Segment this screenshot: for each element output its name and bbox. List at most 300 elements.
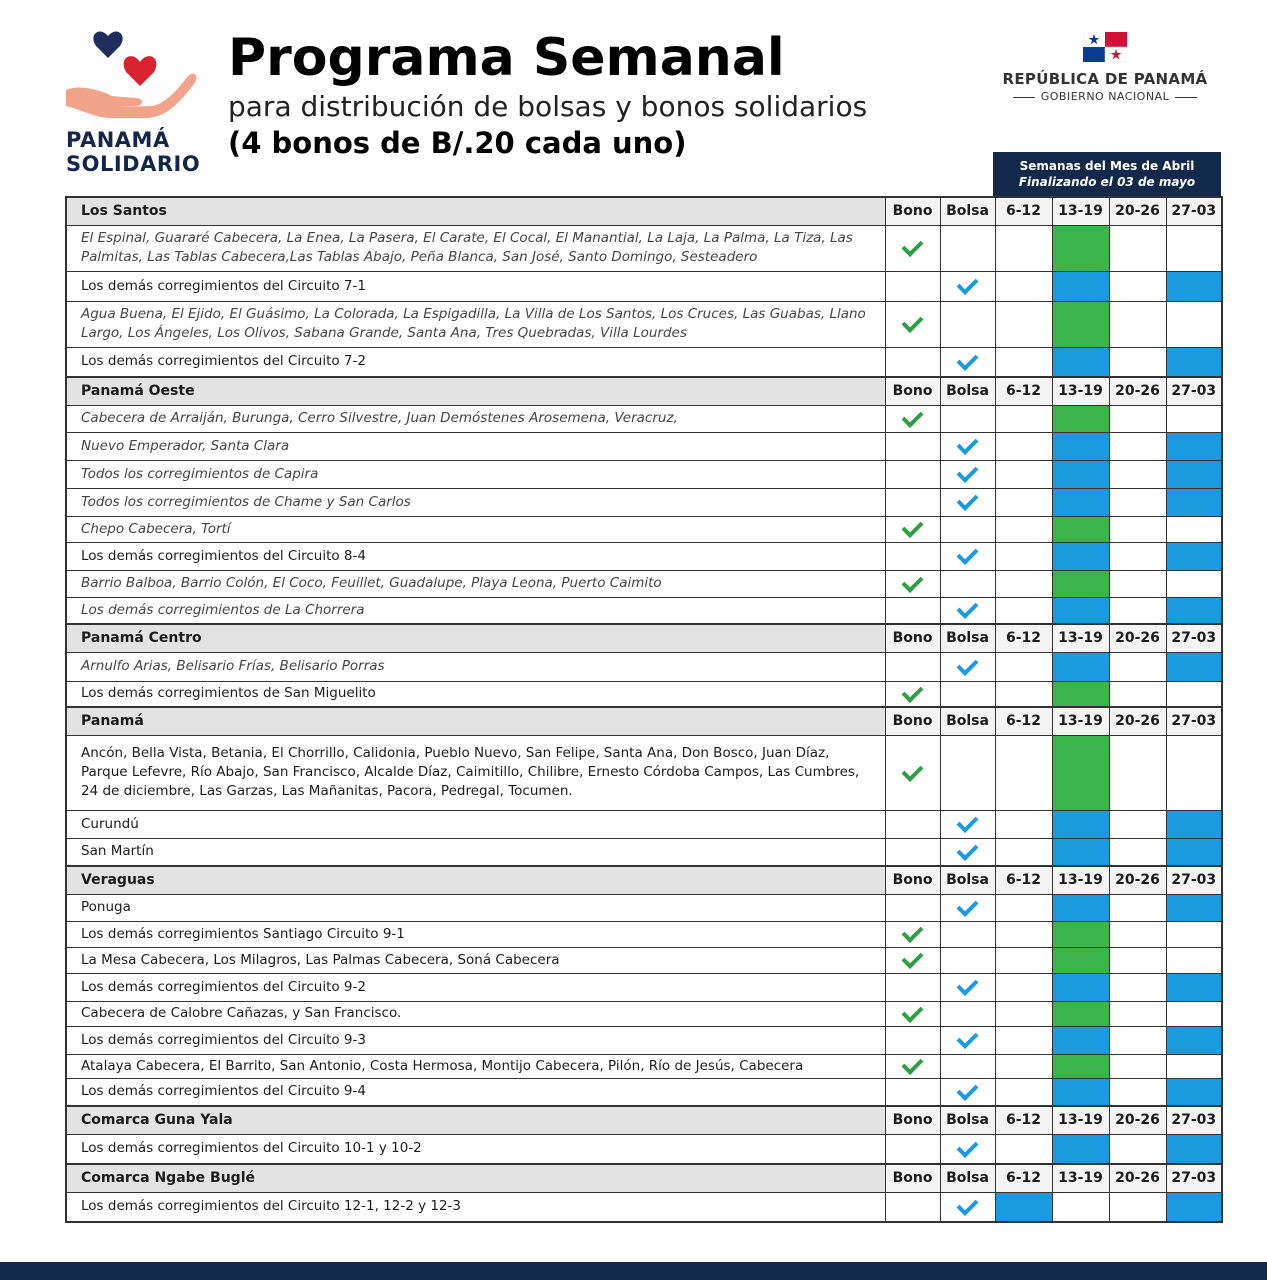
column-header: 13-19 xyxy=(1052,866,1109,894)
column-header: Bono xyxy=(885,624,940,652)
column-header: 27-03 xyxy=(1166,707,1222,735)
page-subtitle: para distribución de bolsas y bonos solidarios xyxy=(228,90,868,123)
week-cell xyxy=(995,838,1052,866)
week-cell xyxy=(995,570,1052,597)
bono-cell xyxy=(885,838,940,866)
region-name: Panamá xyxy=(66,707,885,735)
week-cell xyxy=(995,516,1052,542)
week-cell xyxy=(1109,432,1166,460)
region-header-row xyxy=(66,377,1222,405)
column-header: Bolsa xyxy=(940,1106,995,1134)
region-name: Panamá Oeste xyxy=(66,377,885,405)
schedule-row xyxy=(66,271,1222,301)
column-header: 20-26 xyxy=(1109,1106,1166,1134)
week-cell xyxy=(995,1026,1052,1054)
bolsa-cell xyxy=(940,1192,995,1222)
corregimientos-cell: Atalaya Cabecera, El Barrito, San Antonio, Costa Hermosa, Montijo Cabecera, Pilón, Río de Jesús, Cabecera xyxy=(66,1054,885,1078)
week-cell xyxy=(1166,1134,1222,1164)
column-header: Bolsa xyxy=(940,624,995,652)
blue-check-icon xyxy=(957,811,979,833)
bolsa-cell xyxy=(940,405,995,432)
week-cell xyxy=(995,597,1052,624)
week-cell xyxy=(1109,838,1166,866)
week-cell xyxy=(1052,894,1109,921)
column-header: 27-03 xyxy=(1166,197,1222,225)
schedule-row xyxy=(66,973,1222,1001)
schedule-row xyxy=(66,597,1222,624)
corregimientos-cell: Arnulfo Arias, Belisario Frías, Belisario Porras xyxy=(66,652,885,681)
footer-bar xyxy=(0,1262,1267,1280)
schedule-row xyxy=(66,225,1222,271)
bolsa-cell xyxy=(940,1001,995,1026)
schedule-row xyxy=(66,347,1222,377)
corregimientos-cell: Cabecera de Arraiján, Burunga, Cerro Silvestre, Juan Demóstenes Arosemena, Veracruz, xyxy=(66,405,885,432)
bono-cell xyxy=(885,1192,940,1222)
week-cell xyxy=(1109,1026,1166,1054)
column-header: 6-12 xyxy=(995,1164,1052,1192)
bolsa-cell xyxy=(940,570,995,597)
bono-cell xyxy=(885,681,940,707)
week-cell xyxy=(1166,570,1222,597)
corregimientos-cell: La Mesa Cabecera, Los Milagros, Las Palmas Cabecera, Soná Cabecera xyxy=(66,947,885,973)
bolsa-cell xyxy=(940,271,995,301)
bono-cell xyxy=(885,1026,940,1054)
week-cell xyxy=(1166,542,1222,570)
bolsa-cell xyxy=(940,1134,995,1164)
corregimientos-cell: Nuevo Emperador, Santa Clara xyxy=(66,432,885,460)
bolsa-cell xyxy=(940,681,995,707)
column-header: Bolsa xyxy=(940,1164,995,1192)
bolsa-cell xyxy=(940,1026,995,1054)
week-cell xyxy=(995,301,1052,347)
week-cell xyxy=(995,432,1052,460)
region-header-row xyxy=(66,866,1222,894)
corregimientos-cell: Los demás corregimientos del Circuito 12-1, 12-2 y 12-3 xyxy=(66,1192,885,1222)
blue-check-icon xyxy=(957,895,979,917)
week-cell xyxy=(1052,810,1109,838)
week-cell xyxy=(1052,735,1109,810)
bolsa-cell xyxy=(940,225,995,271)
green-check-icon xyxy=(902,571,924,593)
column-header: Bono xyxy=(885,707,940,735)
column-header: 27-03 xyxy=(1166,624,1222,652)
week-cell xyxy=(1166,271,1222,301)
bono-cell xyxy=(885,516,940,542)
blue-check-icon xyxy=(957,1079,979,1101)
bolsa-cell xyxy=(940,347,995,377)
bono-cell xyxy=(885,570,940,597)
week-cell xyxy=(1052,405,1109,432)
blue-check-icon xyxy=(957,654,979,676)
week-cell xyxy=(1052,516,1109,542)
bono-cell xyxy=(885,921,940,947)
week-cell xyxy=(995,1192,1052,1222)
column-header: 13-19 xyxy=(1052,707,1109,735)
bolsa-cell xyxy=(940,597,995,624)
week-cell xyxy=(1166,973,1222,1001)
green-check-icon xyxy=(902,406,924,428)
week-cell xyxy=(1109,921,1166,947)
region-header-row xyxy=(66,1164,1222,1192)
week-cell xyxy=(1109,542,1166,570)
week-cell xyxy=(1166,894,1222,921)
column-header: Bolsa xyxy=(940,866,995,894)
corregimientos-cell: Los demás corregimientos del Circuito 9-4 xyxy=(66,1078,885,1106)
bolsa-cell xyxy=(940,1054,995,1078)
bono-cell xyxy=(885,735,940,810)
bono-cell xyxy=(885,542,940,570)
green-check-icon xyxy=(902,311,924,333)
week-cell xyxy=(1166,1054,1222,1078)
page-subtitle-bonos: (4 bonos de B/.20 cada uno) xyxy=(228,126,687,160)
bolsa-cell xyxy=(940,542,995,570)
column-header: 13-19 xyxy=(1052,1164,1109,1192)
week-cell xyxy=(995,973,1052,1001)
week-cell xyxy=(995,1001,1052,1026)
corregimientos-cell: Los demás corregimientos del Circuito 7-1 xyxy=(66,271,885,301)
column-header: 6-12 xyxy=(995,707,1052,735)
week-cell xyxy=(1109,947,1166,973)
bono-cell xyxy=(885,652,940,681)
week-cell xyxy=(995,1134,1052,1164)
week-cell xyxy=(1166,488,1222,516)
bolsa-cell xyxy=(940,921,995,947)
government-country: REPÚBLICA DE PANAMÁ xyxy=(1002,70,1208,88)
corregimientos-cell: Los demás corregimientos de San Miguelito xyxy=(66,681,885,707)
green-check-icon xyxy=(902,921,924,943)
week-cell xyxy=(1109,1192,1166,1222)
week-cell xyxy=(1052,652,1109,681)
green-check-icon xyxy=(902,947,924,969)
schedule-row xyxy=(66,1001,1222,1026)
week-cell xyxy=(1166,347,1222,377)
week-cell xyxy=(1052,1078,1109,1106)
week-cell xyxy=(1052,347,1109,377)
column-header: Bono xyxy=(885,1106,940,1134)
bolsa-cell xyxy=(940,1078,995,1106)
panama-solidario-logo xyxy=(60,28,200,178)
logo-word-solidario: SOLIDARIO xyxy=(66,152,201,176)
region-header-row xyxy=(66,1106,1222,1134)
region-name: Comarca Ngabe Buglé xyxy=(66,1164,885,1192)
blue-check-icon xyxy=(957,974,979,996)
week-cell xyxy=(995,652,1052,681)
column-header: Bolsa xyxy=(940,707,995,735)
week-cell xyxy=(1109,301,1166,347)
schedule-row xyxy=(66,405,1222,432)
week-cell xyxy=(995,735,1052,810)
week-cell xyxy=(1052,432,1109,460)
bono-cell xyxy=(885,973,940,1001)
schedule-row xyxy=(66,542,1222,570)
blue-check-icon xyxy=(957,1027,979,1049)
panama-flag-icon xyxy=(1083,32,1127,62)
week-cell xyxy=(1166,921,1222,947)
government-logo xyxy=(995,32,1215,103)
column-header: 13-19 xyxy=(1052,1106,1109,1134)
schedule-row xyxy=(66,1134,1222,1164)
week-cell xyxy=(995,681,1052,707)
region-header-row xyxy=(66,197,1222,225)
green-check-icon xyxy=(902,1001,924,1023)
corregimientos-cell: Los demás corregimientos del Circuito 8-4 xyxy=(66,542,885,570)
week-cell xyxy=(1109,271,1166,301)
schedule-row xyxy=(66,432,1222,460)
schedule-table xyxy=(65,196,1223,1223)
week-cell xyxy=(1166,1192,1222,1222)
week-cell xyxy=(995,347,1052,377)
column-header: 6-12 xyxy=(995,1106,1052,1134)
bolsa-cell xyxy=(940,947,995,973)
green-check-icon xyxy=(902,516,924,538)
bono-cell xyxy=(885,405,940,432)
column-header: Bolsa xyxy=(940,197,995,225)
week-cell xyxy=(995,1078,1052,1106)
bono-cell xyxy=(885,1001,940,1026)
column-header: Bolsa xyxy=(940,377,995,405)
week-cell xyxy=(1166,810,1222,838)
region-header-row xyxy=(66,707,1222,735)
week-cell xyxy=(1052,1054,1109,1078)
week-cell xyxy=(995,460,1052,488)
corregimientos-cell: Agua Buena, El Ejido, El Guásimo, La Colorada, La Espigadilla, La Villa de Los Santos, Los Cruces, Las Guabas, Llano Largo, Los Ángeles, Los Olivos, Sabana Grande, Santa Ana, Tres Quebradas, Villa Lourdes xyxy=(66,301,885,347)
week-cell xyxy=(1166,516,1222,542)
week-cell xyxy=(995,947,1052,973)
week-cell xyxy=(1052,460,1109,488)
week-cell xyxy=(1166,681,1222,707)
week-cell xyxy=(1052,225,1109,271)
corregimientos-cell: Todos los corregimientos de Chame y San Carlos xyxy=(66,488,885,516)
schedule-row xyxy=(66,1054,1222,1078)
green-check-icon xyxy=(902,235,924,257)
schedule-row xyxy=(66,735,1222,810)
week-cell xyxy=(1109,347,1166,377)
bono-cell xyxy=(885,347,940,377)
week-cell xyxy=(1166,1026,1222,1054)
logo-word-panama: PANAMÁ xyxy=(66,128,170,152)
green-check-icon xyxy=(902,1053,924,1075)
government-subtitle: GOBIERNO NACIONAL xyxy=(995,90,1215,103)
column-header: 20-26 xyxy=(1109,624,1166,652)
week-cell xyxy=(1109,405,1166,432)
corregimientos-cell: Ancón, Bella Vista, Betania, El Chorrillo, Calidonia, Pueblo Nuevo, San Felipe, Santa Ana, Don Bosco, Juan Díaz, Parque Lefevre, Río Abajo, San Francisco, Alcalde Díaz, Caimitillo, Chilibre, Ernesto Córdoba Campos, Las Cumbres, 24 de diciembre, Las Garzas, Las Mañanitas, Pacora, Pedregal, Tocumen. xyxy=(66,735,885,810)
week-cell xyxy=(1052,681,1109,707)
blue-check-icon xyxy=(957,1136,979,1158)
week-cell xyxy=(1109,516,1166,542)
weeks-banner-subtitle: Finalizando el 03 de mayo xyxy=(1018,175,1196,189)
bolsa-cell xyxy=(940,432,995,460)
schedule-row xyxy=(66,652,1222,681)
corregimientos-cell: Ponuga xyxy=(66,894,885,921)
week-cell xyxy=(1109,1054,1166,1078)
corregimientos-cell: Curundú xyxy=(66,810,885,838)
corregimientos-cell: Los demás corregimientos Santiago Circuito 9-1 xyxy=(66,921,885,947)
schedule-row xyxy=(66,810,1222,838)
corregimientos-cell: Los demás corregimientos de La Chorrera xyxy=(66,597,885,624)
region-name: Comarca Guna Yala xyxy=(66,1106,885,1134)
schedule-row xyxy=(66,838,1222,866)
column-header: 27-03 xyxy=(1166,866,1222,894)
corregimientos-cell: Los demás corregimientos del Circuito 9-2 xyxy=(66,973,885,1001)
week-cell xyxy=(1166,597,1222,624)
column-header: Bono xyxy=(885,377,940,405)
corregimientos-cell: El Espinal, Guararé Cabecera, La Enea, La Pasera, El Carate, El Cocal, El Manantial, La Laja, La Palma, La Tiza, Las Palmitas, Las Tablas Cabecera,Las Tablas Abajo, Peña Blanca, San José, Santo Domingo, Sesteadero xyxy=(66,225,885,271)
bono-cell xyxy=(885,460,940,488)
blue-check-icon xyxy=(957,433,979,455)
schedule-row xyxy=(66,460,1222,488)
schedule-row xyxy=(66,1078,1222,1106)
week-cell xyxy=(1052,1001,1109,1026)
blue-check-icon xyxy=(957,597,979,619)
week-cell xyxy=(1052,921,1109,947)
column-header: 27-03 xyxy=(1166,1164,1222,1192)
blue-check-icon xyxy=(957,839,979,861)
week-cell xyxy=(1166,838,1222,866)
schedule-row xyxy=(66,1026,1222,1054)
column-header: Bono xyxy=(885,197,940,225)
week-cell xyxy=(1109,973,1166,1001)
region-name: Los Santos xyxy=(66,197,885,225)
region-header-row xyxy=(66,624,1222,652)
week-cell xyxy=(1109,570,1166,597)
week-cell xyxy=(1109,1134,1166,1164)
week-cell xyxy=(995,271,1052,301)
week-cell xyxy=(995,488,1052,516)
schedule-row xyxy=(66,488,1222,516)
blue-check-icon xyxy=(957,543,979,565)
week-cell xyxy=(1052,301,1109,347)
week-cell xyxy=(1109,1078,1166,1106)
week-cell xyxy=(1109,488,1166,516)
week-cell xyxy=(1166,735,1222,810)
week-cell xyxy=(1166,1078,1222,1106)
blue-check-icon xyxy=(957,273,979,295)
schedule-row xyxy=(66,921,1222,947)
bolsa-cell xyxy=(940,973,995,1001)
week-cell xyxy=(1166,1001,1222,1026)
blue-check-icon xyxy=(957,489,979,511)
corregimientos-cell: Los demás corregimientos del Circuito 9-3 xyxy=(66,1026,885,1054)
column-header: 6-12 xyxy=(995,624,1052,652)
week-cell xyxy=(1052,838,1109,866)
column-header: 13-19 xyxy=(1052,624,1109,652)
bono-cell xyxy=(885,947,940,973)
schedule-row xyxy=(66,681,1222,707)
week-cell xyxy=(995,810,1052,838)
blue-check-icon xyxy=(957,349,979,371)
week-cell xyxy=(1166,225,1222,271)
week-cell xyxy=(1109,460,1166,488)
week-cell xyxy=(1166,947,1222,973)
week-cell xyxy=(1052,542,1109,570)
bono-cell xyxy=(885,1134,940,1164)
column-header: 6-12 xyxy=(995,377,1052,405)
week-cell xyxy=(1109,894,1166,921)
corregimientos-cell: Todos los corregimientos de Capira xyxy=(66,460,885,488)
bono-cell xyxy=(885,271,940,301)
week-cell xyxy=(1052,570,1109,597)
week-cell xyxy=(1052,973,1109,1001)
schedule-row xyxy=(66,570,1222,597)
week-cell xyxy=(1109,652,1166,681)
bono-cell xyxy=(885,1078,940,1106)
week-cell xyxy=(995,921,1052,947)
green-check-icon xyxy=(902,760,924,782)
column-header: 27-03 xyxy=(1166,1106,1222,1134)
corregimientos-cell: Chepo Cabecera, Tortí xyxy=(66,516,885,542)
week-cell xyxy=(995,1054,1052,1078)
week-cell xyxy=(995,405,1052,432)
week-cell xyxy=(1052,1026,1109,1054)
column-header: 27-03 xyxy=(1166,377,1222,405)
week-cell xyxy=(1052,1134,1109,1164)
week-cell xyxy=(1052,1192,1109,1222)
corregimientos-cell: Los demás corregimientos del Circuito 10-1 y 10-2 xyxy=(66,1134,885,1164)
region-name: Panamá Centro xyxy=(66,624,885,652)
column-header: 20-26 xyxy=(1109,1164,1166,1192)
week-cell xyxy=(1052,947,1109,973)
corregimientos-cell: Cabecera de Calobre Cañazas, y San Francisco. xyxy=(66,1001,885,1026)
week-cell xyxy=(1109,810,1166,838)
page-title: Programa Semanal xyxy=(228,28,785,88)
bono-cell xyxy=(885,225,940,271)
week-cell xyxy=(1166,652,1222,681)
bolsa-cell xyxy=(940,894,995,921)
schedule-row xyxy=(66,301,1222,347)
bolsa-cell xyxy=(940,652,995,681)
region-name: Veraguas xyxy=(66,866,885,894)
week-cell xyxy=(1109,1001,1166,1026)
schedule-row xyxy=(66,947,1222,973)
column-header: 20-26 xyxy=(1109,197,1166,225)
bono-cell xyxy=(885,810,940,838)
column-header: 20-26 xyxy=(1109,707,1166,735)
blue-check-icon xyxy=(957,461,979,483)
bono-cell xyxy=(885,597,940,624)
weeks-banner xyxy=(993,152,1221,196)
week-cell xyxy=(1166,405,1222,432)
bono-cell xyxy=(885,432,940,460)
schedule-row xyxy=(66,1192,1222,1222)
column-header: 20-26 xyxy=(1109,377,1166,405)
bolsa-cell xyxy=(940,810,995,838)
column-header: 6-12 xyxy=(995,197,1052,225)
bono-cell xyxy=(885,1054,940,1078)
week-cell xyxy=(995,542,1052,570)
column-header: 13-19 xyxy=(1052,197,1109,225)
bono-cell xyxy=(885,488,940,516)
week-cell xyxy=(1109,681,1166,707)
week-cell xyxy=(1166,460,1222,488)
corregimientos-cell: San Martín xyxy=(66,838,885,866)
bolsa-cell xyxy=(940,460,995,488)
corregimientos-cell: Barrio Balboa, Barrio Colón, El Coco, Feuillet, Guadalupe, Playa Leona, Puerto Caimito xyxy=(66,570,885,597)
week-cell xyxy=(995,894,1052,921)
column-header: 20-26 xyxy=(1109,866,1166,894)
corregimientos-cell: Los demás corregimientos del Circuito 7-2 xyxy=(66,347,885,377)
column-header: Bono xyxy=(885,1164,940,1192)
column-header: 6-12 xyxy=(995,866,1052,894)
blue-check-icon xyxy=(957,1194,979,1216)
week-cell xyxy=(1052,597,1109,624)
week-cell xyxy=(1166,432,1222,460)
bolsa-cell xyxy=(940,488,995,516)
week-cell xyxy=(995,225,1052,271)
column-header: 13-19 xyxy=(1052,377,1109,405)
week-cell xyxy=(1109,597,1166,624)
week-cell xyxy=(1109,735,1166,810)
bolsa-cell xyxy=(940,838,995,866)
